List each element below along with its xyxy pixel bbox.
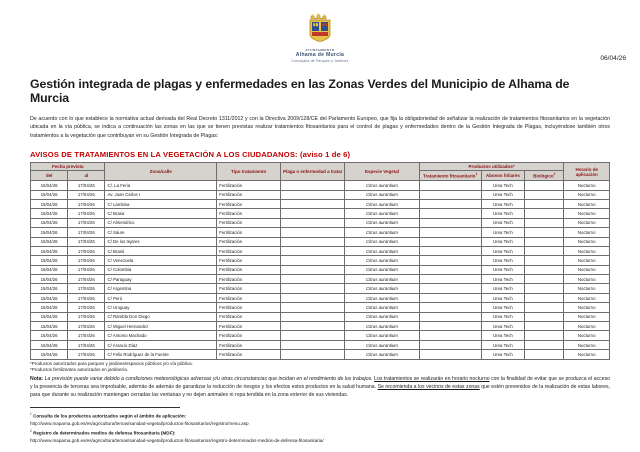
cell-especie-vegetal: Citrus aurantium (345, 199, 419, 208)
cell-plaga (281, 228, 345, 237)
table-row (31, 265, 610, 274)
cell-plaga (281, 303, 345, 312)
cell-fecha-del: 15/04/26 (31, 190, 68, 199)
table-row (31, 246, 610, 255)
cell-abonos-foliares: Urea Tech (481, 312, 524, 321)
cell-fecha-al: 17/04/26 (68, 322, 105, 331)
cell-abonos-foliares: Urea Tech (481, 322, 524, 331)
cell-fecha-del: 15/04/26 (31, 275, 68, 284)
cell-abonos-foliares: Urea Tech (481, 293, 524, 302)
cell-fecha-del: 15/04/26 (31, 322, 68, 331)
cell-plaga (281, 322, 345, 331)
cell-zona-calle: C/. La Feria (105, 181, 217, 190)
cell-biologico (525, 312, 564, 321)
cell-especie-vegetal: Citrus aurantium (345, 312, 419, 321)
cell-fecha-al: 17/04/26 (68, 190, 105, 199)
cell-abonos-foliares: Urea Tech (481, 303, 524, 312)
cell-biologico (525, 350, 564, 359)
cell-zona-calle: C/ De los tejares (105, 237, 217, 246)
table-row (31, 199, 610, 208)
cell-tipo-tratamiento: Fertilización (217, 218, 281, 227)
cell-tratamiento-fitosanitario (419, 303, 481, 312)
table-row (31, 228, 610, 237)
cell-tipo-tratamiento: Fertilización (217, 209, 281, 218)
cell-horario: Nocturno (564, 284, 610, 293)
cell-tipo-tratamiento: Fertilización (217, 228, 281, 237)
page-footnotes (30, 407, 622, 444)
cell-biologico (525, 209, 564, 218)
cell-fecha-al: 17/04/26 (68, 256, 105, 265)
th-abonos-foliares: Abonos foliares (481, 171, 524, 181)
cell-biologico (525, 218, 564, 227)
cell-fecha-del: 15/04/26 (31, 293, 68, 302)
cell-fecha-del: 15/04/26 (31, 312, 68, 321)
cell-zona-calle: C/ Argentina (105, 284, 217, 293)
cell-fecha-del: 15/04/26 (31, 340, 68, 349)
cell-plaga (281, 350, 345, 359)
cell-biologico (525, 237, 564, 246)
cell-especie-vegetal: Citrus aurantium (345, 228, 419, 237)
cell-abonos-foliares: Urea Tech (481, 228, 524, 237)
cell-especie-vegetal: Citrus aurantium (345, 237, 419, 246)
nota-line3: que estén prevenidos de la realización de estas labores, para que durante su realización mantengan cerradas las ventanas y no dejen animales ni ropa tendida en la zona exterior de sus viviendas. (30, 383, 611, 399)
cell-zona-calle: C/ Paraguay (105, 275, 217, 284)
page-title: Gestión integrada de plagas y enfermedades en las Zonas Verdes del Municipio de Alhama de Murcia (30, 76, 570, 105)
th-especie-vegetal: Especie Vegetal (345, 163, 419, 181)
cell-tratamiento-fitosanitario (419, 218, 481, 227)
intro-paragraph (30, 115, 610, 141)
cell-tipo-tratamiento: Fertilización (217, 350, 281, 359)
cell-fecha-al: 17/04/26 (68, 218, 105, 227)
cell-zona-calle: C/ Arsacio Díaz (105, 340, 217, 349)
cell-plaga (281, 237, 345, 246)
cell-biologico (525, 246, 564, 255)
cell-tratamiento-fitosanitario (419, 256, 481, 265)
cell-zona-calle: C/ Miguel Hernandez (105, 322, 217, 331)
cell-biologico (525, 303, 564, 312)
footnote-title-1: Consulta de los productos autorizados según el ámbito de aplicación: (33, 413, 187, 419)
cell-fecha-al: 17/04/26 (68, 209, 105, 218)
cell-fecha-al: 17/04/26 (68, 237, 105, 246)
cell-abonos-foliares: Urea Tech (481, 181, 524, 190)
footnote-item-2 (30, 428, 622, 437)
cell-tratamiento-fitosanitario (419, 350, 481, 359)
cell-tipo-tratamiento: Fertilización (217, 303, 281, 312)
th-productos-utilizados: Productos utilizados* (419, 163, 564, 171)
cell-horario: Nocturno (564, 350, 610, 359)
nota-line1: La previsión puede variar debido a condiciones meteorológicas adversas y/u otras circunstancias que incidan en el rendimiento de los trabajos. (44, 375, 373, 382)
cell-tipo-tratamiento: Fertilización (217, 199, 281, 208)
cell-plaga (281, 181, 345, 190)
cell-tratamiento-fitosanitario (419, 293, 481, 302)
cell-fecha-del: 15/04/26 (31, 181, 68, 190)
cell-abonos-foliares: Urea Tech (481, 190, 524, 199)
cell-plaga (281, 340, 345, 349)
cell-horario: Nocturno (564, 181, 610, 190)
cell-plaga (281, 331, 345, 340)
cell-zona-calle: C/ Uruguay (105, 303, 217, 312)
cell-fecha-al: 17/04/26 (68, 265, 105, 274)
cell-tipo-tratamiento: Fertilización (217, 237, 281, 246)
cell-tratamiento-fitosanitario (419, 181, 481, 190)
treatments-table (30, 162, 610, 359)
cell-fecha-al: 17/04/26 (68, 181, 105, 190)
table-footnote-2: *Productos fertilizantes autorizados en jardinería. (30, 367, 129, 373)
cell-especie-vegetal: Citrus aurantium (345, 303, 419, 312)
cell-tipo-tratamiento: Fertilización (217, 312, 281, 321)
cell-zona-calle: C/ Antonio Machado (105, 331, 217, 340)
cell-biologico (525, 331, 564, 340)
table-row (31, 303, 610, 312)
table-row (31, 275, 610, 284)
cell-plaga (281, 190, 345, 199)
cell-abonos-foliares: Urea Tech (481, 275, 524, 284)
cell-horario: Nocturno (564, 218, 610, 227)
table-row (31, 218, 610, 227)
cell-fecha-del: 15/04/26 (31, 265, 68, 274)
cell-fecha-del: 15/04/26 (31, 246, 68, 255)
cell-plaga (281, 284, 345, 293)
cell-horario: Nocturno (564, 265, 610, 274)
footnote-item-1 (30, 411, 622, 420)
cell-plaga (281, 293, 345, 302)
th-tipo-tratamiento: Tipo tratamiento (217, 163, 281, 181)
cell-tipo-tratamiento: Fertilización (217, 246, 281, 255)
cell-zona-calle: C/ Colombia (105, 265, 217, 274)
cell-zona-calle: C/ Brasil (105, 246, 217, 255)
cell-horario: Nocturno (564, 246, 610, 255)
cell-especie-vegetal: Citrus aurantium (345, 322, 419, 331)
cell-especie-vegetal: Citrus aurantium (345, 181, 419, 190)
cell-tratamiento-fitosanitario (419, 275, 481, 284)
th-tratamiento-fitosanitario: Tratamiento fitosanitario$^1$ (419, 171, 481, 181)
cell-horario: Nocturno (564, 209, 610, 218)
cell-plaga (281, 265, 345, 274)
table-row (31, 190, 610, 199)
th-fecha-prevista: Fecha prevista (31, 163, 105, 171)
cell-fecha-al: 17/04/26 (68, 293, 105, 302)
table-row (31, 181, 610, 190)
cell-fecha-del: 15/04/26 (31, 350, 68, 359)
cell-abonos-foliares: Urea Tech (481, 237, 524, 246)
cell-tipo-tratamiento: Fertilización (217, 265, 281, 274)
cell-fecha-del: 15/04/26 (31, 303, 68, 312)
footnote-marker-1: 1 (30, 412, 32, 417)
cell-abonos-foliares: Urea Tech (481, 246, 524, 255)
cell-zona-calle: C/ Sáure (105, 228, 217, 237)
nota-underlined-2: Se recomienda a los vecinos de estas zonas (377, 383, 480, 390)
document-date: 06/04/26 (600, 55, 626, 62)
cell-tipo-tratamiento: Fertilización (217, 190, 281, 199)
th-fecha-al: al (68, 171, 105, 181)
table-row (31, 340, 610, 349)
th-plaga: Plaga o enfermedad a tratar (281, 163, 345, 181)
cell-biologico (525, 256, 564, 265)
cell-zona-calle: C/ Brasa (105, 209, 217, 218)
cell-plaga (281, 218, 345, 227)
table-body (31, 181, 610, 359)
cell-especie-vegetal: Citrus aurantium (345, 265, 419, 274)
cell-especie-vegetal: Citrus aurantium (345, 340, 419, 349)
cell-especie-vegetal: Citrus aurantium (345, 256, 419, 265)
table-row (31, 350, 610, 359)
cell-fecha-al: 17/04/26 (68, 275, 105, 284)
cell-plaga (281, 199, 345, 208)
cell-zona-calle: C/ Rambla Don Diego (105, 312, 217, 321)
cell-tratamiento-fitosanitario (419, 228, 481, 237)
cell-biologico (525, 199, 564, 208)
cell-abonos-foliares: Urea Tech (481, 256, 524, 265)
cell-especie-vegetal: Citrus aurantium (345, 293, 419, 302)
cell-abonos-foliares: Urea Tech (481, 350, 524, 359)
coat-of-arms-icon (307, 12, 333, 42)
cell-tipo-tratamiento: Fertilización (217, 256, 281, 265)
cell-biologico (525, 181, 564, 190)
cell-zona-calle: C/ Venezuela (105, 256, 217, 265)
cell-tipo-tratamiento: Fertilización (217, 293, 281, 302)
cell-fecha-del: 15/04/26 (31, 237, 68, 246)
cell-horario: Nocturno (564, 331, 610, 340)
cell-especie-vegetal: Citrus aurantium (345, 275, 419, 284)
cell-abonos-foliares: Urea Tech (481, 265, 524, 274)
cell-fecha-al: 17/04/26 (68, 303, 105, 312)
cell-zona-calle: C/ Perú (105, 293, 217, 302)
table-row (31, 322, 610, 331)
cell-zona-calle: C/ Lambisa (105, 199, 217, 208)
cell-especie-vegetal: Citrus aurantium (345, 218, 419, 227)
cell-fecha-del: 15/04/26 (31, 199, 68, 208)
th-biologico: Biológico$^2$ (525, 171, 564, 181)
cell-horario: Nocturno (564, 303, 610, 312)
nota-paragraph (30, 375, 610, 400)
cell-tipo-tratamiento: Fertilización (217, 322, 281, 331)
cell-tratamiento-fitosanitario (419, 209, 481, 218)
cell-fecha-al: 17/04/26 (68, 284, 105, 293)
cell-biologico (525, 340, 564, 349)
cell-fecha-al: 17/04/26 (68, 340, 105, 349)
cell-especie-vegetal: Citrus aurantium (345, 284, 419, 293)
cell-biologico (525, 275, 564, 284)
cell-especie-vegetal: Citrus aurantium (345, 246, 419, 255)
cell-abonos-foliares: Urea Tech (481, 218, 524, 227)
cell-tratamiento-fitosanitario (419, 312, 481, 321)
cell-tipo-tratamiento: Fertilización (217, 331, 281, 340)
nota-underlined-1: Los tratamientos se realizarán en horario nocturno (374, 375, 490, 382)
cell-horario: Nocturno (564, 199, 610, 208)
section-heading-avisos: AVISOS DE TRATAMIENTOS EN LA VEGETACIÓN A LOS CIUDADANOS: (aviso 1 de 6) (30, 150, 351, 160)
intro-text: De acuerdo con lo que establece la normativa actual derivada del Real Decreto 1311/2012 y con la Directiva 2009/128/CE del Parlamento Europeo, que fija la obligatoriedad de señalizar la realización de tratamientos fitosanitarios en la vegetación ubicada en la vía pública, se indica a continuación las zonas en las que se tienen previstas realizar tratamientos fitosanitarios para el control de plagas y enfermedades dentro de la Gestión Integrada de Plagas, incluyéndose también otros tratamientos a la vegetación que contribuyan en su Gestión Integrada de Plagas: (30, 115, 610, 139)
cell-fecha-al: 17/04/26 (68, 331, 105, 340)
cell-fecha-al: 17/04/26 (68, 350, 105, 359)
table-row (31, 284, 610, 293)
cell-plaga (281, 256, 345, 265)
cell-zona-calle: C/ Almendrico (105, 218, 217, 227)
cell-biologico (525, 293, 564, 302)
cell-tipo-tratamiento: Fertilización (217, 284, 281, 293)
cell-fecha-al: 17/04/26 (68, 312, 105, 321)
footnote-url-1[interactable]: http://www.mapama.gob.es/es/agricultura/temas/sanidad-vegetal/productos-fitosanitarios/registro/menu.asp (30, 421, 249, 427)
nota-label: Nota: (30, 375, 44, 382)
footnote-url-2[interactable]: http://www.mapama.gob.es/es/agricultura/temas/sanidad-vegetal/productos-fitosanitarios/registro-determinados-medios-de-defensa-fitosanitaria/ (30, 437, 324, 443)
cell-horario: Nocturno (564, 275, 610, 284)
cell-abonos-foliares: Urea Tech (481, 331, 524, 340)
cell-fecha-al: 17/04/26 (68, 228, 105, 237)
cell-abonos-foliares: Urea Tech (481, 284, 524, 293)
cell-biologico (525, 265, 564, 274)
cell-especie-vegetal: Citrus aurantium (345, 331, 419, 340)
org-department: Concejalía de Parques y Jardines (291, 58, 349, 63)
cell-horario: Nocturno (564, 312, 610, 321)
cell-plaga (281, 312, 345, 321)
cell-fecha-al: 17/04/26 (68, 199, 105, 208)
footnote-marker-2: 2 (30, 428, 32, 433)
cell-tratamiento-fitosanitario (419, 340, 481, 349)
th-horario: Horario de aplicación (564, 163, 610, 181)
cell-fecha-del: 15/04/26 (31, 218, 68, 227)
cell-tratamiento-fitosanitario (419, 190, 481, 199)
cell-horario: Nocturno (564, 322, 610, 331)
table-row (31, 293, 610, 302)
cell-zona-calle: C/ Felix Rodríguez de la Fuente (105, 350, 217, 359)
cell-biologico (525, 190, 564, 199)
cell-abonos-foliares: Urea Tech (481, 209, 524, 218)
cell-fecha-del: 15/04/26 (31, 256, 68, 265)
cell-horario: Nocturno (564, 237, 610, 246)
cell-abonos-foliares: Urea Tech (481, 340, 524, 349)
cell-plaga (281, 246, 345, 255)
cell-fecha-del: 15/04/26 (31, 209, 68, 218)
cell-fecha-al: 17/04/26 (68, 246, 105, 255)
cell-tratamiento-fitosanitario (419, 284, 481, 293)
cell-tratamiento-fitosanitario (419, 322, 481, 331)
cell-especie-vegetal: Citrus aurantium (345, 209, 419, 218)
cell-horario: Nocturno (564, 293, 610, 302)
table-row (31, 331, 610, 340)
cell-abonos-foliares: Urea Tech (481, 199, 524, 208)
cell-horario: Nocturno (564, 228, 610, 237)
cell-plaga (281, 209, 345, 218)
footnote-divider (30, 407, 180, 408)
cell-tratamiento-fitosanitario (419, 246, 481, 255)
table-header-row-1 (31, 163, 610, 171)
cell-tratamiento-fitosanitario (419, 237, 481, 246)
cell-tipo-tratamiento: Fertilización (217, 275, 281, 284)
cell-zona-calle: Av. Juan Carlos I (105, 190, 217, 199)
table-row (31, 256, 610, 265)
table-footnotes (30, 361, 610, 373)
cell-horario: Nocturno (564, 190, 610, 199)
cell-tratamiento-fitosanitario (419, 265, 481, 274)
document-header (10, 8, 630, 63)
cell-tratamiento-fitosanitario (419, 199, 481, 208)
cell-plaga (281, 275, 345, 284)
cell-tipo-tratamiento: Fertilización (217, 340, 281, 349)
nota-line2: con la finalidad de evitar que se produzca el acceso y la presencia de terceras sea improbable, además de además de garantizar la reducción de riesgos y los efectos estos productos en la salud humana. (30, 375, 611, 390)
table-header (31, 163, 610, 181)
table-footnote-1: *Productos autorizados para parques y jardines/espacios públicos y/o vía pública. (30, 361, 193, 367)
cell-biologico (525, 228, 564, 237)
th-zona-calle: Zona/calle (105, 163, 217, 181)
cell-fecha-del: 15/04/26 (31, 228, 68, 237)
cell-especie-vegetal: Citrus aurantium (345, 190, 419, 199)
cell-biologico (525, 284, 564, 293)
table-row (31, 312, 610, 321)
footnote-title-2: Registro de determinados medios de defensa fitosanitaria (MDF): (33, 430, 176, 436)
cell-biologico (525, 322, 564, 331)
cell-horario: Nocturno (564, 340, 610, 349)
cell-fecha-del: 15/04/26 (31, 331, 68, 340)
cell-horario: Nocturno (564, 256, 610, 265)
th-fecha-del: del (31, 171, 68, 181)
cell-fecha-del: 15/04/26 (31, 284, 68, 293)
org-name-top: AYUNTAMIENTO (305, 48, 335, 52)
cell-especie-vegetal: Citrus aurantium (345, 350, 419, 359)
table-row (31, 237, 610, 246)
cell-tipo-tratamiento: Fertilización (217, 181, 281, 190)
org-name-main: Alhama de Murcia (295, 52, 345, 58)
cell-tratamiento-fitosanitario (419, 331, 481, 340)
table-row (31, 209, 610, 218)
